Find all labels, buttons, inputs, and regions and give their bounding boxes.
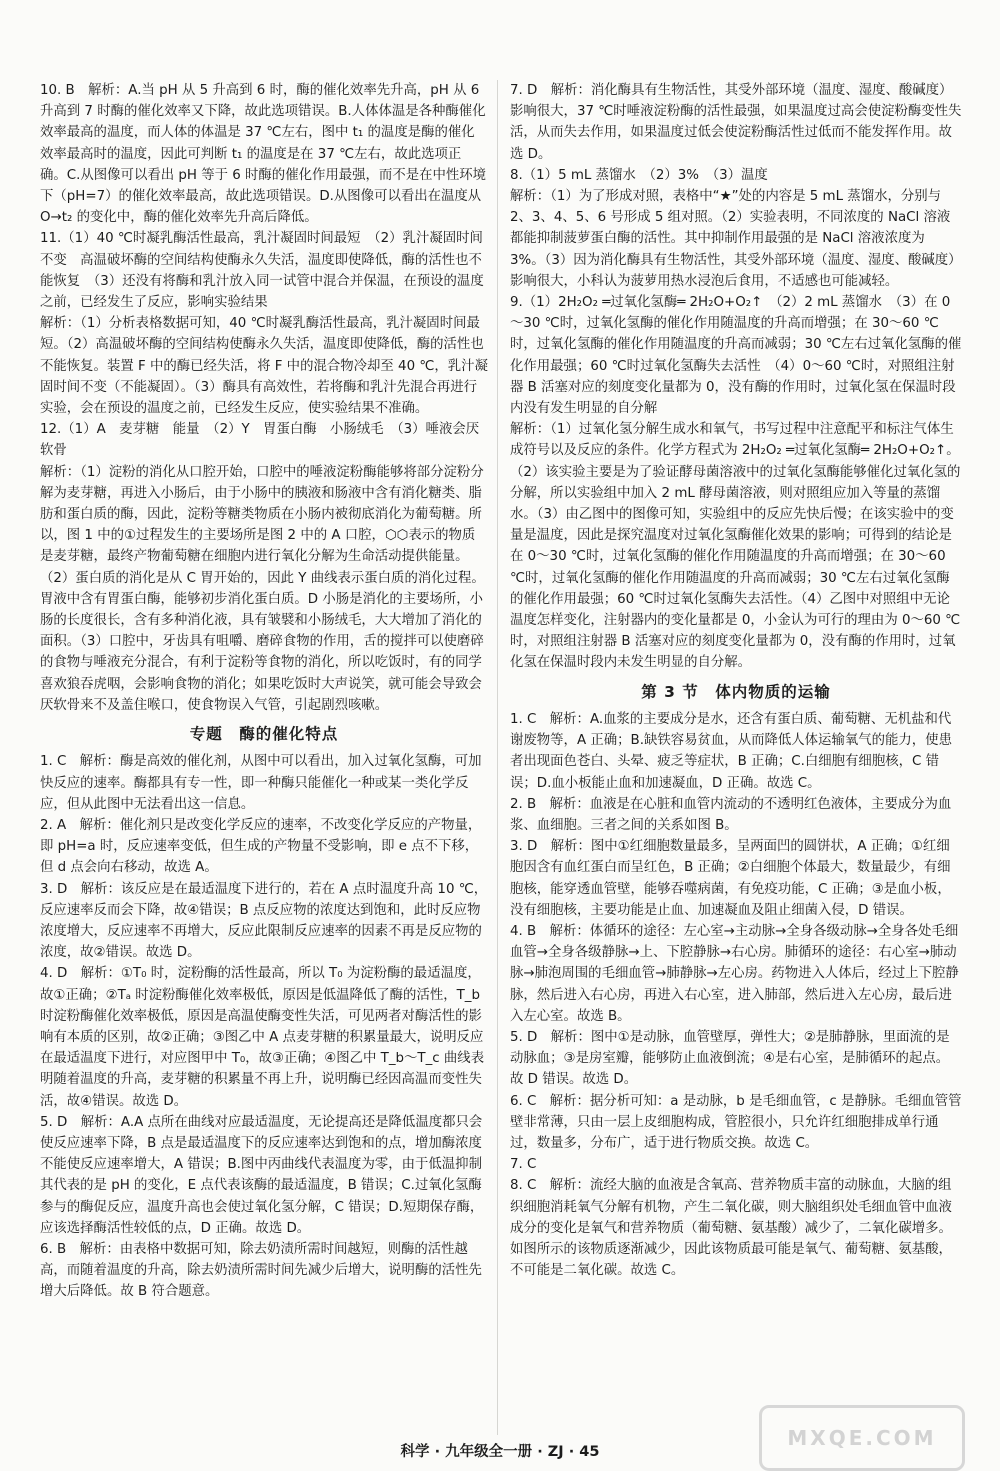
answer-item: 1. C 解析：酶是高效的催化剂，从图中可以看出，加入过氧化氢酶，可加快反应的速率。酶都具有专一性，即一种酶只能催化一种或某一类化学反应，但从此图中无法看出这一信息。 (40, 754, 482, 812)
answer-item: 9.（1）2H₂O₂ ═过氧化氢酶═ 2H₂O+O₂↑ （2）2 mL 蒸馏水 （3）在 0～30 ℃时，过氧化氢酶的催化作用随温度的升高而增强；在 30～60 ℃时，过氧化氢酶的催化作用随温度的升高而减弱；30 ℃左右过氧化氢酶的催化作用最强；60 ℃时过氧化氢酶失去活性 （4）0～60 ℃时，对照组注射器 B 活塞对应的刻度变化量都为 0，没有酶的作用时，过氧化氢在保温时段内没有发生明显的自分解 (510, 295, 962, 417)
explanation-item: 解析：（1）过氧化氢分解生成水和氧气，书写过程中注意配平和标注气体生成符号以及反应的条件。化学方程式为 2H₂O₂ ═过氧化氢酶═ 2H₂O+O₂↑。（2）该实验主要是为了验证酵母菌溶液中的过氧化氢酶能够催化过氧化氢的分解，所以实验组中加入 2 mL 酵母菌溶液，则对照组应加入等量的蒸馏水。（3）由乙图中的图像可知，实验组中的反应先快后慢；在该实验中的变量是温度，因此是探究温度对过氧化氢酶催化效果的影响；可得到的结论是在 0～30 ℃时，过氧化氢酶的催化作用随温度的升高而增强；在 30～60 ℃时，过氧化氢酶的催化作用随温度的升高而减弱；30 ℃左右过氧化氢酶的催化作用最强；60 ℃时过氧化氢酶失去活性。（4）乙图中对照组中无论温度怎样变化，注射器内的变化量都是 0，小金认为可行的理由为 0～60 ℃时，对照组注射器 B 活塞对应的刻度变化量都为 0，没有酶的作用时，过氧化氢在保温时段内未发生明显的自分解。 (510, 422, 961, 671)
topic-title: 专题 酶的催化特点 (189, 725, 339, 744)
explanation-item: 解析：（1）分析表格数据可知，40 ℃时凝乳酶活性最高，乳汁凝固时间最短。（2）高温破坏酶的空间结构使酶永久失活，温度即使降低，酶的活性也不能恢复。装置 F 中的酶已经失活，将 F 中的混合物冷却至 40 ℃，乳汁凝固时间不变（不能凝固）。（3）酶具有高效性，若将酶和乳汁先混合再进行实验，会在预设的温度之前，已经发生反应，使实验结果不准确。 (40, 316, 488, 417)
answer-item: 4. D 解析：①T₀ 时，淀粉酶的活性最高，所以 T₀ 为淀粉酶的最适温度，故①正确；②Tₐ 时淀粉酶催化效率极低，原因是低温降低了酶的活性，T_b 时淀粉酶催化效率极低，原因是高温使酶变性失活，可见两者对酶活性的影响有本质的区别，故②正确；③图乙中 A 点麦芽糖的积累量最大，说明反应在最适温度下进行，对应图甲中 T₀，故③正确；④图乙中 T_b～T_c 曲线表明随着温度的升高，麦芽糖的积累量不再上升，说明酶已经因高温而变性失活，故④错误。故选 D。 (40, 966, 485, 1109)
right-items (510, 80, 962, 674)
column-divider (497, 80, 498, 1435)
section-title: 第 3 节 体内物质的运输 (641, 682, 831, 701)
explanation-item: 解析：（1）淀粉的消化从口腔开始，口腔中的唾液淀粉酶能够将部分淀粉分解为麦芽糖，再进入小肠后，由于小肠中的胰液和肠液中含有消化糖类、脂肪和蛋白质的酶，因此，淀粉等糖类物质在小肠内被彻底消化为葡萄糖。所以，图 1 中的①过程发生的主要场所是图 2 中的 A 口腔，⬡⬡表示的物质是麦芽糖，最终产物葡萄糖在细胞内进行氧化分解为生命活动提供能量。（2）蛋白质的消化是从 C 胃开始的，因此 Y 曲线表示蛋白质的消化过程。胃液中含有胃蛋白酶，能够初步消化蛋白质。D 小肠是消化的主要场所，小肠的长度很长，含有多种消化液，具有皱襞和小肠绒毛，大大增加了消化的面积。（3）口腔中，牙齿具有咀嚼、磨碎食物的作用，舌的搅拌可以使磨碎的食物与唾液充分混合，有利于淀粉等食物的消化，所以吃饭时，有的同学喜欢狼吞虎咽，会影响食物的消化；如果吃饭时大声说笑，就可能会导致会厌软骨来不及盖住喉口，使食物误入气管，引起剧烈咳嗽。 (40, 464, 485, 713)
topic-items (40, 751, 488, 1302)
answer-item: 3. D 解析：图中①红细胞数量最多，呈两面凹的圆饼状，A 正确；①红细胞因含有血红蛋白而呈红色，B 正确；②白细胞个体最大，数量最少，有细胞核，能穿透血管壁，能够吞噬病菌，有免疫功能，C 正确；③是血小板，没有细胞核，主要功能是止血、加速凝血及阻止细菌入侵，D 错误。 (510, 839, 951, 918)
answer-item: 4. B 解析：体循环的途径：左心室→主动脉→全身各级动脉→全身各处毛细血管→全身各级静脉→上、下腔静脉→右心房。肺循环的途径：右心室→肺动脉→肺泡周围的毛细血管→肺静脉→左心房。药物进入人体后，经过上下腔静脉，然后进入右心房，再进入右心室，进入肺部，然后进入左心房，最后进入左心室。故选 B。 (510, 923, 959, 1024)
answer-item: 7. D 解析：消化酶具有生物活性，其受外部环境（温度、湿度、酸碱度）影响很大，37 ℃时唾液淀粉酶的活性最强，如果温度过高会使淀粉酶变性失活，从而失去作用，如果温度过低会使淀粉酶活性过低而不能发挥作用。故选 D。 (510, 83, 962, 162)
answer-item: 10. B 解析：A.当 pH 从 5 升高到 6 时，酶的催化效率先升高，pH 从 6 升高到 7 时酶的催化效率又下降，故此选项错误。B.人体体温是各种酶催化效率最高的温度，而人体的体温是 37 ℃左右，图中 t₁ 的温度是酶的催化效率最高时的温度，因此可判断 t₁ 的温度是在 37 ℃左右，故此选项正确。C.从图像可以看出 pH 等于 6 时酶的催化作用最强，而不是在中性环境下（pH=7）的催化效率最高，故此选项错误。D.从图像可以看出在温度从 O→t₂ 的变化中，酶的催化效率先升高后降低。 (40, 83, 487, 226)
answer-item: 1. C 解析：A.血浆的主要成分是水，还含有蛋白质、葡萄糖、无机盐和代谢废物等，A 正确；B.缺铁容易贫血，从而降低人体运输氧气的能力，使患者出现面色苍白、头晕、疲乏等症状，B 正确；C.白细胞有细胞核，C 错误；D.血小板能止血和加速凝血，D 正确。故选 C。 (510, 711, 952, 791)
left-items (40, 80, 488, 716)
explanation-item: 解析：（1）为了形成对照，表格中“★”处的内容是 5 mL 蒸馏水，分别与 2、3、4、5、6 号形成 5 组对照。（2）实验表明，不同浓度的 NaCl 溶液都能抑制菠萝蛋白酶的活性。其中抑制作用最强的是 NaCl 溶液浓度为 3%。（3）因为消化酶具有生物活性，其受外部环境（温度、湿度、酸碱度）影响很大，小科认为菠萝用热水浸泡后食用，不适感也可能减轻。 (510, 189, 962, 289)
section-items (510, 709, 962, 1281)
left-column (40, 80, 488, 1303)
answer-item: 12.（1）A 麦芽糖 能量 （2）Y 胃蛋白酶 小肠绒毛 （3）唾液会厌软骨 (40, 422, 480, 459)
answer-item: 7. C (510, 1157, 537, 1173)
answer-item: 2. A 解析：催化剂只是改变化学反应的速率，不改变化学反应的产物量，即 pH=a 时，反应速率变低，但生成的产物量不受影响，即 e 点不下移，但 d 点会向右移动，故选 A。 (40, 817, 482, 876)
answer-item: 11.（1）40 ℃时凝乳酶活性最高，乳汁凝固时间最短 （2）乳汁凝固时间不变 高温破坏酶的空间结构使酶永久失活，温度即使降低，酶的活性也不能恢复 （3）还没有将酶和乳汁放入同一试管中混合并保温，在预设的温度之前，已经发生了反应，影响实验结果 (40, 231, 484, 311)
right-column (510, 80, 962, 1281)
answer-item: 3. D 解析：该反应是在最适温度下进行的，若在 A 点时温度升高 10 ℃，反应速率反而会下降，故④错误；B 点反应物的浓度达到饱和，此时反应物浓度增大，反应速率不再增大，反应此限制反应速率的因素不再是反应物的浓度，故②错误。故选 D。 (40, 881, 488, 961)
watermark-logo: MXQE.COM (759, 1405, 965, 1471)
answer-item: 6. C 解析：据分析可知：a 是动脉，b 是毛细血管，c 是静脉。毛细血管管壁非常薄，只由一层上皮细胞构成，管腔很小，只允许红细胞排成单行通过，数量多，分布广，适于进行物质交换。故选 C。 (510, 1093, 962, 1151)
answer-item: 5. D 解析：图中①是动脉，血管壁厚，弹性大；②是肺静脉，里面流的是动脉血；③是房室瓣，能够防止血液倒流；④是右心室，是肺循环的起点。故 D 错误。故选 D。 (510, 1029, 950, 1088)
answer-item: 8.（1）5 mL 蒸馏水 （2）3% （3）温度 (510, 167, 768, 183)
answer-item: 6. B 解析：由表格中数据可知，除去奶渍所需时间越短，则酶的活性越高，而随着温度的升高，除去奶渍所需时间先减少后增大，说明酶的活性先增大后降低。故 B 符合题意。 (40, 1241, 482, 1300)
answer-item: 5. D 解析：A.A 点所在曲线对应最适温度，无论提高还是降低温度都只会使反应速率下降，B 点是最适温度下的反应速率达到饱和的点，增加酶浓度不能使反应速率增大，A 错误；B.图中丙曲线代表温度为零，由于低温抑制其代表的是 pH 的变化，E 点代表该酶的最适温度，B 错误；C.过氧化氢酶参与的酶促反应，温度升高也会使过氧化氢分解，C 错误；D.短期保存酶，应该选择酶活性较低的点，D 正确。故选 D。 (40, 1114, 484, 1236)
page-footer: 科学 · 九年级全一册 · ZJ · 45 (400, 1444, 600, 1460)
answer-item: 8. C 解析：流经大脑的血液是含氧高、营养物质丰富的动脉血，大脑的组织细胞消耗氧气分解有机物，产生二氧化碳，则大脑组织处毛细血管中血液成分的变化是氧气和营养物质（葡萄糖、氨基酸）减少了，二氧化碳增多。如图所示的该物质逐渐减少，因此该物质最可能是氧气、葡萄糖、氨基酸，不可能是二氧化碳。故选 C。 (510, 1178, 952, 1279)
answer-item: 2. B 解析：血液是在心脏和血管内流动的不透明红色液体，主要成分为血浆、血细胞。三者之间的关系如图 B。 (510, 796, 952, 833)
